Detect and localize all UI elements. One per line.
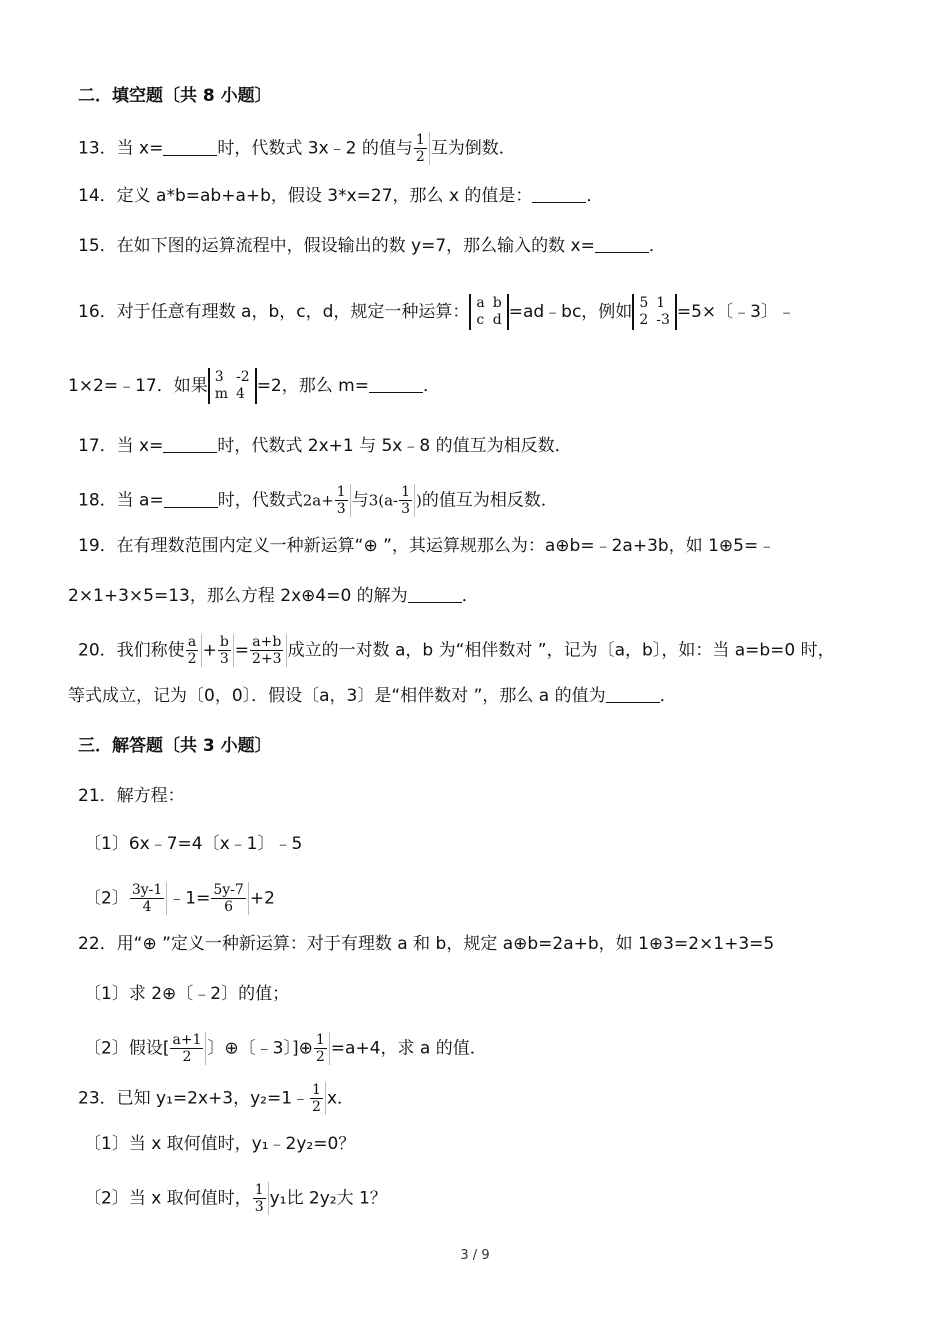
q17-text-a: 17．当 x= — [78, 436, 164, 456]
numerator: 1 — [254, 1182, 264, 1198]
answer-blank — [163, 436, 217, 453]
question-14 — [78, 184, 603, 208]
q20-text-d: ． — [659, 686, 677, 706]
matrix-cell: -3 — [656, 312, 670, 328]
answer-blank — [369, 376, 423, 393]
fraction — [250, 634, 287, 667]
numerator: 1 — [401, 484, 411, 500]
numerator: 1 — [415, 132, 425, 148]
q16-text-d: 1×2=﹣17．如果 — [68, 376, 208, 396]
matrix-cell: b — [492, 295, 502, 311]
q14-text-b: ． — [586, 186, 604, 206]
q13-text-a: 13．当 x= — [78, 138, 164, 159]
matrix-cell: 3 — [214, 369, 224, 385]
answer-blank — [408, 586, 462, 603]
denominator: 3 — [336, 501, 346, 517]
q16-text-a: 16．对于任意有理数 a，b，c，d，规定一种运算： — [78, 302, 470, 322]
q16-text-e: =2，那么 m= — [256, 376, 369, 396]
expr-2-close: ) — [416, 491, 422, 510]
denominator: 2 — [187, 651, 197, 667]
question-13 — [78, 132, 516, 165]
denominator: 6 — [224, 899, 234, 915]
question-16-line-2 — [68, 368, 440, 404]
q21-text-b: ﹣1= — [168, 888, 211, 909]
fraction — [399, 484, 415, 517]
part-label: 〔2〕 — [84, 888, 129, 909]
q14-text-a: 14．定义 a*b=ab+a+b，假设 3*x=27，那么 x 的值是： — [78, 186, 533, 206]
q19-text-b: 2×1+3×5=13，那么方程 2x⊕4=0 的解为 — [68, 586, 408, 606]
question-23-part-2 — [84, 1182, 387, 1215]
fraction — [335, 484, 351, 517]
numerator: a — [187, 634, 197, 650]
fraction — [211, 882, 248, 915]
q18-text-c: 的值互为相反数． — [421, 490, 558, 511]
question-15 — [78, 234, 666, 258]
q19-text-c: ． — [461, 586, 479, 606]
q20-text-b: 成立的一对数 a，b 为“相伴数对 ”，记为〔a，b〕，如：当 a=b=0 时， — [287, 640, 835, 661]
section-title-solve: 三．解答题〔共 3 小题〕 — [78, 736, 272, 756]
denominator: 3 — [219, 651, 229, 667]
numerator: 5y-7 — [213, 882, 244, 898]
q20-text-c: 等式成立，记为〔0，0〕．假设〔a，3〕是“相伴数对 ”，那么 a 的值为 — [68, 686, 606, 706]
answer-blank — [163, 139, 217, 156]
q15-text-a: 15．在如下图的运算流程中，假设输出的数 y=7，那么输入的数 x= — [78, 236, 595, 256]
q16-text-c: =5×〔﹣3〕﹣ — [676, 302, 795, 322]
q15-text-b: ． — [648, 236, 666, 256]
denominator: 2 — [415, 149, 425, 165]
matrix-cell: 5 — [639, 295, 649, 311]
q22-text-a: 〔2〕假设[ — [84, 1038, 170, 1059]
numerator: 3y-1 — [131, 882, 163, 898]
denominator: 2 — [315, 1049, 325, 1065]
question-19-line-1: 19．在有理数范围内定义一种新运算“⊕ ”，其运算规那么为：a⊕b=﹣2a+3b，如 1⊕5=﹣ — [78, 536, 776, 556]
q13-text-b: 时，代数式 3x﹣2 的值与 — [217, 138, 413, 159]
denominator: 2 — [182, 1049, 192, 1065]
matrix-cell: m — [214, 386, 229, 402]
q23-text-b2: y₁比 2y₂大 1？ — [269, 1188, 387, 1209]
q21-text-c: +2 — [249, 888, 275, 909]
q23-text-a: 23．已知 y₁=2x+3，y₂=1﹣ — [78, 1088, 310, 1109]
plus-sign: + — [202, 640, 217, 661]
numerator: 1 — [312, 1082, 321, 1098]
matrix-cell: 4 — [236, 386, 245, 402]
q17-text-b: 时，代数式 2x+1 与 5x﹣8 的值互为相反数． — [217, 436, 572, 456]
q23-text-b: x． — [326, 1088, 355, 1109]
numerator: a+1 — [172, 1032, 202, 1048]
q23-text-a2: 〔2〕当 x 取何值时， — [84, 1188, 252, 1209]
fraction — [253, 1182, 269, 1215]
question-16-line-1 — [78, 294, 795, 330]
numerator: 1 — [315, 1032, 325, 1048]
numerator: 1 — [336, 484, 346, 500]
question-21-part-1: 〔1〕6x﹣7=4〔x﹣1〕﹣5 — [84, 834, 303, 854]
fraction — [186, 634, 202, 667]
question-19-line-2 — [68, 584, 479, 608]
q20-text-a: 20．我们称使 — [78, 640, 185, 661]
question-22-part-2 — [84, 1032, 487, 1065]
question-20-line-2 — [68, 684, 677, 708]
numerator: b — [219, 634, 229, 650]
denominator: 2 — [312, 1099, 321, 1115]
page-number: 3 / 9 — [460, 1248, 490, 1263]
q22-text-b: 〕⊕〔﹣3〕]⊕ — [207, 1038, 313, 1059]
question-20-line-1 — [78, 634, 835, 667]
matrix-cell: 2 — [639, 312, 649, 328]
fraction — [414, 132, 430, 165]
matrix-cell: a — [476, 295, 485, 311]
question-21-part-2 — [84, 882, 275, 915]
question-21-head: 21．解方程： — [78, 786, 185, 806]
numerator: a+b — [252, 634, 282, 650]
answer-blank — [606, 686, 660, 703]
q18-text-mid: 与 — [351, 490, 369, 511]
question-17 — [78, 434, 572, 458]
denominator: 4 — [142, 899, 152, 915]
matrix-cell: 1 — [656, 295, 666, 311]
matrix-cell: c — [476, 312, 485, 328]
matrix-cell: d — [492, 312, 502, 328]
question-18 — [78, 484, 558, 517]
fraction — [310, 1082, 326, 1115]
section-title-fill-in: 二．填空题〔共 8 小题〕 — [78, 86, 272, 106]
q22-text-c: =a+4，求 a 的值． — [330, 1038, 487, 1059]
answer-blank — [595, 236, 649, 253]
equals-sign: = — [234, 640, 250, 661]
determinant-condition — [208, 368, 257, 404]
question-23-part-1: 〔1〕当 x 取何值时，y₁﹣2y₂=0？ — [84, 1134, 356, 1154]
question-22-part-1: 〔1〕求 2⊕〔﹣2〕的值； — [84, 984, 290, 1004]
q16-text-f: ． — [422, 376, 440, 396]
fraction — [314, 1032, 330, 1065]
answer-blank — [532, 186, 586, 203]
fraction — [170, 1032, 206, 1065]
denominator: 2+3 — [252, 651, 282, 667]
fraction — [218, 634, 234, 667]
q13-text-c: 互为倒数． — [430, 138, 516, 159]
question-22-head: 22．用“⊕ ”定义一种新运算：对于有理数 a 和 b，规定 a⊕b=2a+b，如 1⊕3=2×1+3=5 — [78, 934, 775, 954]
fraction — [130, 882, 167, 915]
expr-1: 2a+ — [302, 491, 334, 510]
expr-2: 3(a- — [368, 491, 399, 510]
q16-text-b: =ad﹣bc，例如 — [508, 302, 633, 322]
denominator: 3 — [401, 501, 411, 517]
matrix-cell: -2 — [236, 369, 250, 385]
question-23-head — [78, 1082, 354, 1115]
determinant-example — [632, 294, 677, 330]
answer-blank — [164, 491, 218, 508]
denominator: 3 — [254, 1199, 264, 1215]
q18-text-a: 18．当 a= — [78, 490, 164, 511]
determinant — [469, 294, 508, 330]
q18-text-b: 时，代数式 — [217, 490, 303, 511]
